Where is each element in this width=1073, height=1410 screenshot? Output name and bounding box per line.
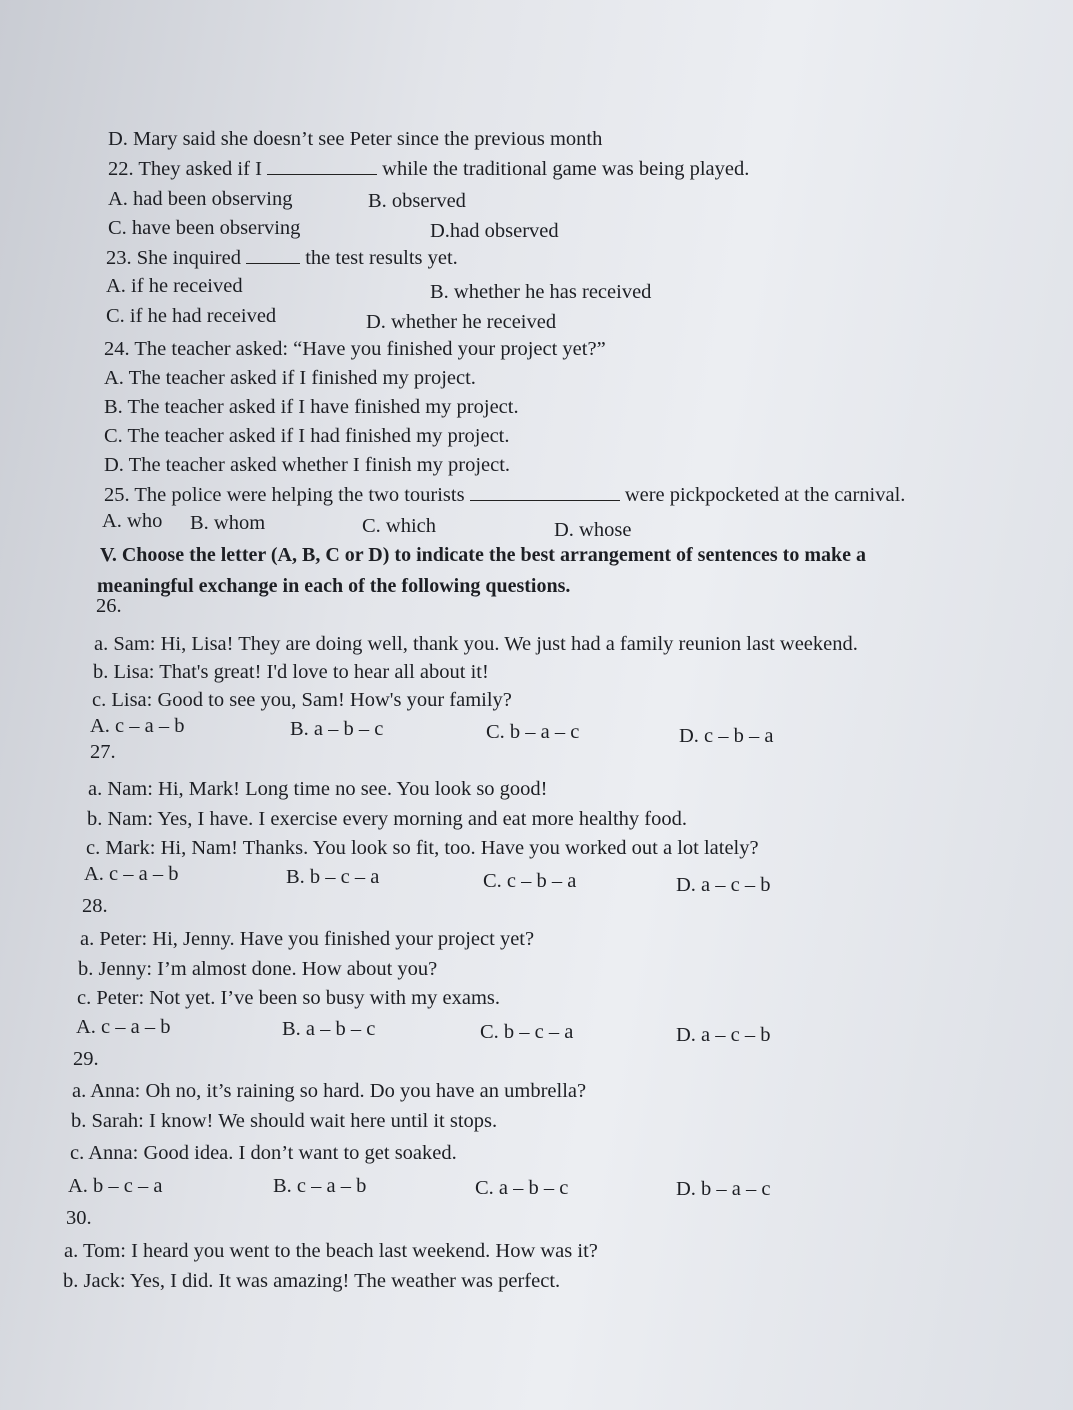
- q27-option-d[interactable]: D. a – c – b: [676, 874, 771, 896]
- q24-option-a[interactable]: A. The teacher asked if I finished my project.: [104, 367, 476, 389]
- q25-answer-blank[interactable]: [470, 482, 620, 501]
- q23-option-d[interactable]: D. whether he received: [366, 311, 557, 333]
- q21-option-d: D. Mary said she doesn’t see Peter since the previous month: [108, 128, 603, 150]
- q27-option-b[interactable]: B. b – c – a: [286, 866, 380, 888]
- q28-option-d[interactable]: D. a – c – b: [676, 1024, 771, 1046]
- q27-sentence-c: c. Mark: Hi, Nam! Thanks. You look so fit, too. Have you worked out a lot lately?: [86, 837, 759, 859]
- q29-sentence-a: a. Anna: Oh no, it’s raining so hard. Do you have an umbrella?: [72, 1080, 587, 1102]
- q28-option-b[interactable]: B. a – b – c: [282, 1018, 376, 1040]
- q27-sentence-b: b. Nam: Yes, I have. I exercise every morning and eat more healthy food.: [87, 808, 688, 830]
- q24-option-c[interactable]: C. The teacher asked if I had finished my project.: [104, 425, 510, 447]
- q24-option-d[interactable]: D. The teacher asked whether I finish my project.: [104, 454, 511, 476]
- q26-sentence-a: a. Sam: Hi, Lisa! They are doing well, thank you. We just had a family reunion last weekend.: [94, 633, 858, 655]
- q26-sentence-c: c. Lisa: Good to see you, Sam! How's your family?: [92, 689, 512, 711]
- q27-sentence-a: a. Nam: Hi, Mark! Long time no see. You look so good!: [88, 778, 548, 800]
- q27-number: 27.: [90, 741, 116, 763]
- q29-sentence-c: c. Anna: Good idea. I don’t want to get soaked.: [70, 1142, 457, 1164]
- q25-stem-after: were pickpocketed at the carnival.: [624, 484, 906, 506]
- section-5-instruction-line2: meaningful exchange in each of the following questions.: [97, 575, 571, 597]
- q23-stem: [106, 245, 458, 271]
- q22-option-d[interactable]: D.had observed: [430, 220, 559, 242]
- q28-option-c[interactable]: C. b – c – a: [480, 1021, 574, 1043]
- q28-sentence-b: b. Jenny: I’m almost done. How about you?: [78, 958, 438, 980]
- q29-option-a[interactable]: A. b – c – a: [68, 1175, 163, 1197]
- q27-option-c[interactable]: C. c – b – a: [483, 870, 577, 892]
- q28-option-a[interactable]: A. c – a – b: [76, 1016, 171, 1038]
- q28-number: 28.: [82, 895, 108, 917]
- q23-option-c[interactable]: C. if he had received: [106, 305, 277, 327]
- q26-option-d[interactable]: D. c – b – a: [679, 725, 774, 747]
- q26-sentence-b: b. Lisa: That's great! I'd love to hear all about it!: [93, 661, 489, 683]
- q25-stem: [104, 482, 905, 508]
- q27-option-a[interactable]: A. c – a – b: [84, 863, 179, 885]
- q29-option-d[interactable]: D. b – a – c: [676, 1178, 771, 1200]
- q30-sentence-a: a. Tom: I heard you went to the beach last weekend. How was it?: [64, 1240, 598, 1262]
- q23-answer-blank[interactable]: [246, 245, 300, 264]
- q29-option-b[interactable]: B. c – a – b: [273, 1175, 367, 1197]
- q26-option-a[interactable]: A. c – a – b: [90, 715, 185, 737]
- q29-sentence-b: b. Sarah: I know! We should wait here until it stops.: [71, 1110, 498, 1132]
- q22-stem: [108, 156, 749, 182]
- q26-option-c[interactable]: C. b – a – c: [486, 721, 580, 743]
- q29-number: 29.: [73, 1048, 99, 1070]
- q25-option-d[interactable]: D. whose: [554, 519, 632, 541]
- q25-option-a[interactable]: A. who: [102, 510, 163, 532]
- q22-option-c[interactable]: C. have been observing: [108, 217, 301, 239]
- q28-sentence-c: c. Peter: Not yet. I’ve been so busy with my exams.: [77, 987, 501, 1009]
- q30-number: 30.: [66, 1207, 92, 1229]
- q22-stem-after: while the traditional game was being played.: [382, 158, 750, 180]
- q22-answer-blank[interactable]: [267, 156, 377, 175]
- q24-stem: 24. The teacher asked: “Have you finished your project yet?”: [104, 338, 606, 360]
- q24-option-b[interactable]: B. The teacher asked if I have finished my project.: [104, 396, 519, 418]
- q26-option-b[interactable]: B. a – b – c: [290, 718, 384, 740]
- q22-stem-before: 22. They asked if I: [108, 158, 262, 180]
- q30-sentence-b: b. Jack: Yes, I did. It was amazing! The weather was perfect.: [63, 1270, 561, 1292]
- q22-option-b[interactable]: B. observed: [368, 190, 466, 212]
- q26-number: 26.: [96, 595, 122, 617]
- section-5-instruction-line1: V. Choose the letter (A, B, C or D) to indicate the best arrangement of sentences to make a: [100, 544, 866, 566]
- q25-option-b[interactable]: B. whom: [190, 512, 266, 534]
- q23-stem-after: the test results yet.: [305, 247, 458, 269]
- q29-option-c[interactable]: C. a – b – c: [475, 1177, 569, 1199]
- q23-stem-before: 23. She inquired: [106, 247, 241, 269]
- q28-sentence-a: a. Peter: Hi, Jenny. Have you finished your project yet?: [80, 928, 535, 950]
- q23-option-a[interactable]: A. if he received: [106, 275, 243, 297]
- q25-option-c[interactable]: C. which: [362, 515, 437, 537]
- q23-option-b[interactable]: B. whether he has received: [430, 281, 652, 303]
- q22-option-a[interactable]: A. had been observing: [108, 188, 293, 210]
- q25-stem-before: 25. The police were helping the two tourists: [104, 484, 465, 506]
